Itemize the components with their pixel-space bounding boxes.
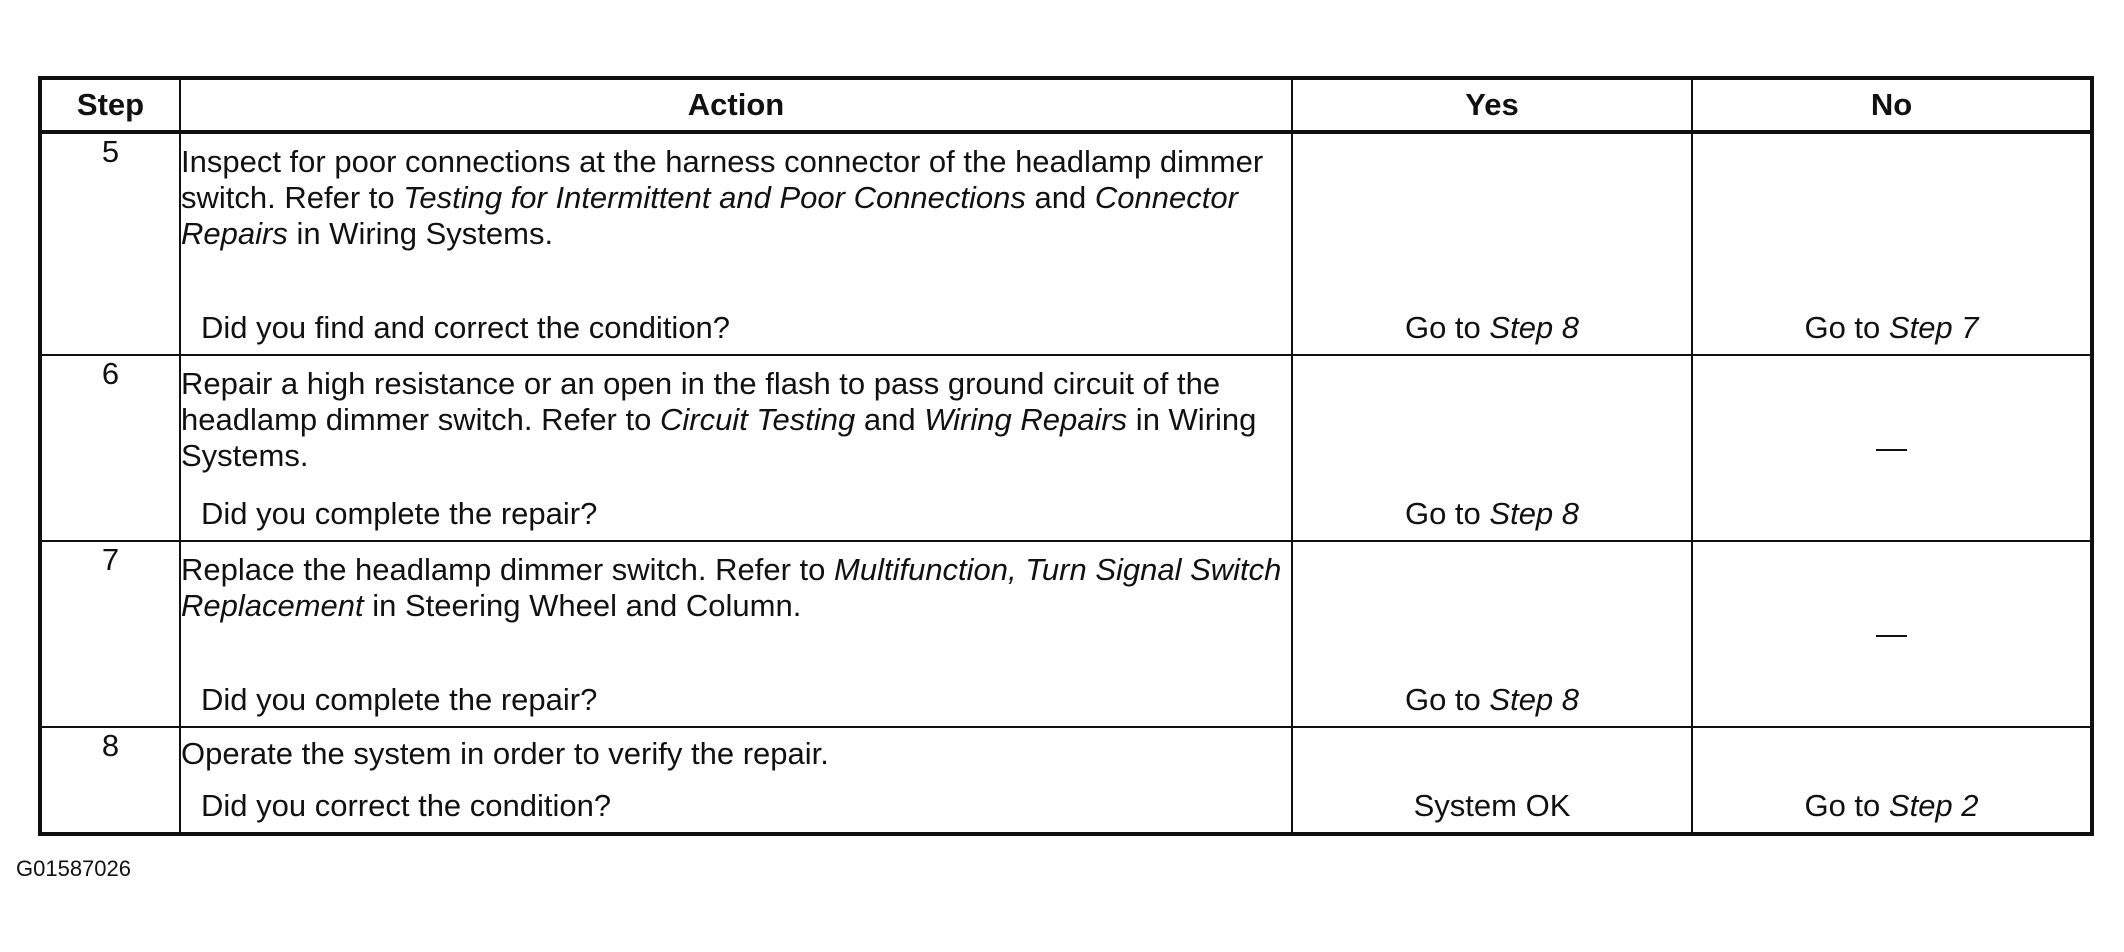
yes-cell: [1292, 355, 1692, 541]
yes-result: Go to Step 8: [1404, 682, 1580, 717]
yes-result: System OK: [1413, 788, 1571, 823]
no-result-dash: —: [1876, 616, 1907, 651]
header-no: No: [1692, 78, 2092, 132]
no-cell: [1692, 727, 2092, 834]
no-result-dash: —: [1876, 430, 1907, 465]
step-number: 8: [40, 727, 180, 834]
action-cell: [180, 132, 1292, 355]
step-reference: Step 8: [1489, 310, 1580, 345]
header-yes: Yes: [1292, 78, 1692, 132]
action-instruction: Inspect for poor connections at the harness connector of the headlamp dimmer switch. Refer to Testing for Intermittent and Poor Connections and Connector Repairs in Wiring Systems.: [181, 144, 1264, 251]
table-row: [40, 727, 2092, 834]
action-question: Did you find and correct the condition?: [201, 310, 731, 345]
yes-result: Go to Step 8: [1404, 310, 1580, 345]
yes-result: Go to Step 8: [1404, 496, 1580, 531]
action-instruction: Replace the headlamp dimmer switch. Refer to Multifunction, Turn Signal Switch Replacement in Steering Wheel and Column.: [181, 552, 1282, 623]
diagnostic-table: [38, 76, 2094, 836]
reference-title: Circuit Testing: [659, 402, 856, 437]
no-cell: [1692, 132, 2092, 355]
yes-cell: [1292, 541, 1692, 727]
reference-title: Wiring Repairs: [924, 402, 1128, 437]
step-number: 6: [40, 355, 180, 541]
step-reference: Step 8: [1489, 682, 1580, 717]
action-question: Did you correct the condition?: [201, 788, 612, 823]
reference-title: Testing for Intermittent and Poor Connections: [403, 180, 1026, 215]
yes-cell: [1292, 727, 1692, 834]
header-action: Action: [180, 78, 1292, 132]
table-row: [40, 541, 2092, 727]
header-step: Step: [40, 78, 180, 132]
action-cell: [180, 355, 1292, 541]
reference-title: Connector Repairs: [181, 180, 1238, 251]
step-reference: Step 8: [1489, 496, 1580, 531]
yes-cell: [1292, 132, 1692, 355]
table-row: [40, 132, 2092, 355]
header-row: [40, 78, 2092, 132]
action-cell: [180, 541, 1292, 727]
table-row: [40, 355, 2092, 541]
action-question: Did you complete the repair?: [201, 682, 598, 717]
step-reference: Step 2: [1888, 788, 1979, 823]
no-cell: [1692, 541, 2092, 727]
action-instruction: Operate the system in order to verify the repair.: [181, 736, 829, 771]
figure-id: G01587026: [16, 856, 131, 881]
step-number: 7: [40, 541, 180, 727]
step-number: 5: [40, 132, 180, 355]
step-reference: Step 7: [1888, 310, 1979, 345]
action-cell: [180, 727, 1292, 834]
reference-title: Multifunction, Turn Signal Switch Replacement: [181, 552, 1282, 623]
action-question: Did you complete the repair?: [201, 496, 598, 531]
no-cell: [1692, 355, 2092, 541]
action-instruction: Repair a high resistance or an open in the flash to pass ground circuit of the headlamp dimmer switch. Refer to Circuit Testing and Wiring Repairs in Wiring Systems.: [181, 366, 1257, 473]
no-result: Go to Step 7: [1804, 310, 1979, 345]
no-result: Go to Step 2: [1804, 788, 1979, 823]
